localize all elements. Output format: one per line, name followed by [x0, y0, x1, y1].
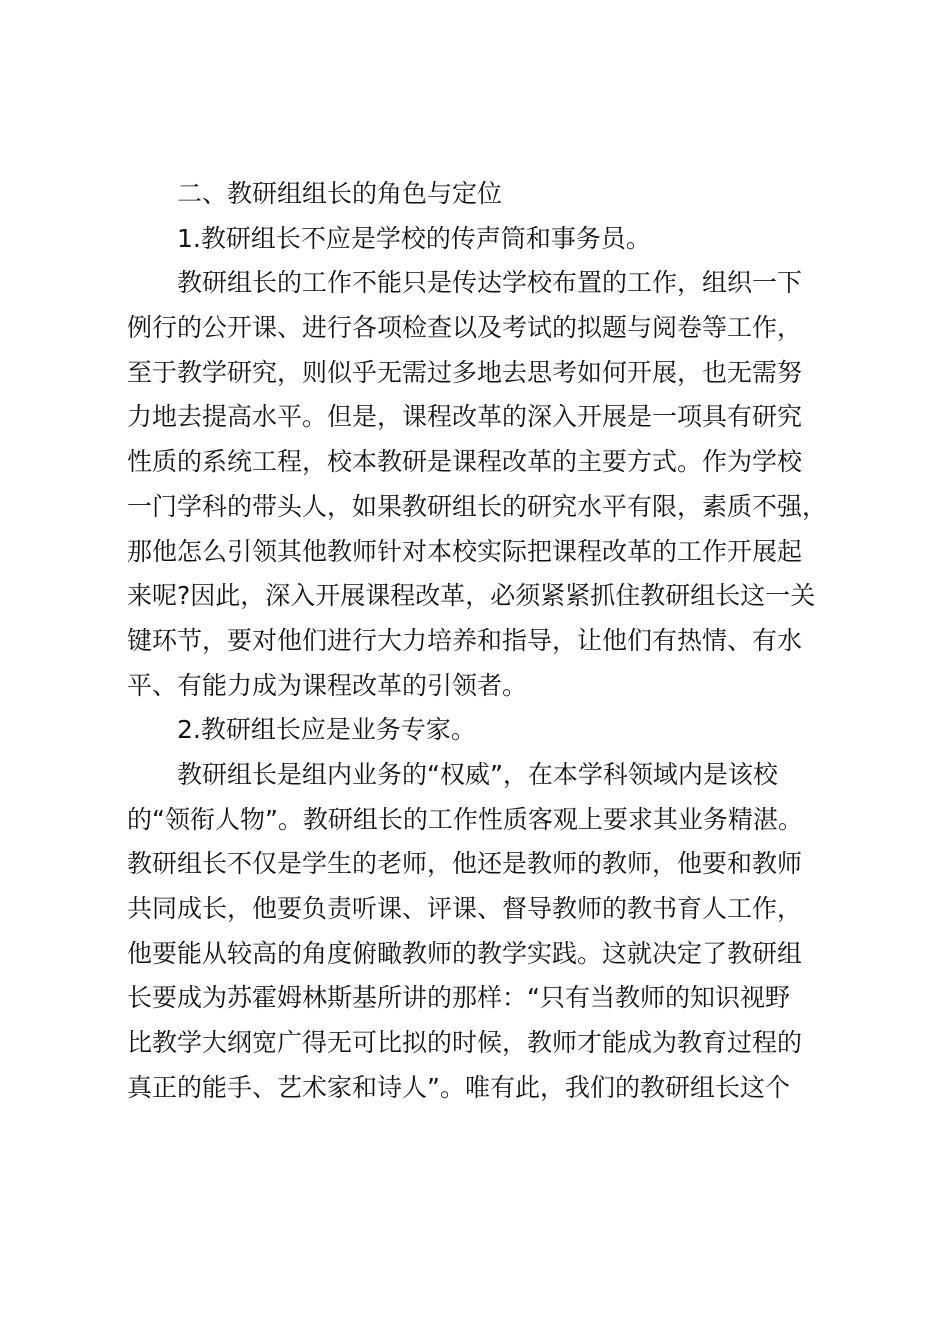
paragraph-line: 性质的系统工程，校本教研是课程改革的主要方式。作为学校: [127, 447, 803, 477]
paragraph-line: 真正的能手、艺术家和诗人”。唯有此，我们的教研组长这个: [127, 1072, 790, 1102]
section-heading: 二、教研组组长的角色与定位: [177, 179, 503, 208]
paragraph-line: 键环节，要对他们进行大力培养和指导，让他们有热情、有水: [127, 625, 803, 655]
paragraph-line: 教研组长是组内业务的“权威”，在本学科领域内是该校: [177, 759, 778, 789]
paragraph-line: 那他怎么引领其他教师针对本校实际把课程改革的工作开展起: [127, 536, 803, 566]
paragraph-line: 长要成为苏霍姆林斯基所讲的那样：“只有当教师的知识视野: [127, 983, 790, 1013]
subheading-1: 1.教研组长不应是学校的传声筒和事务员。: [177, 223, 651, 253]
paragraph-line: 的“领衔人物”。教研组长的工作性质客观上要求其业务精湛。: [127, 804, 803, 834]
paragraph-line: 至于教学研究，则似乎无需过多地去思考如何开展，也无需努: [127, 357, 803, 387]
paragraph-line: 力地去提高水平。但是，课程改革的深入开展是一项具有研究: [127, 402, 803, 432]
paragraph-line: 教研组长不仅是学生的老师，他还是教师的教师，他要和教师: [127, 849, 803, 879]
paragraph-line: 他要能从较高的角度俯瞰教师的教学实践。这就决定了教研组: [127, 938, 803, 968]
paragraph-line: 来呢?因此，深入开展课程改革，必须紧紧抓住教研组长这一关: [127, 581, 816, 611]
document-body: [127, 172, 839, 1110]
subheading-2: 2.教研组长应是业务专家。: [177, 715, 476, 745]
paragraph-line: 共同成长，他要负责听课、评课、督导教师的教书育人工作，: [127, 894, 803, 923]
paragraph-line: 比教学大纲宽广得无可比拟的时候，教师才能成为教育过程的: [127, 1028, 803, 1058]
paragraph-line: 例行的公开课、进行各项检查以及考试的拟题与阅卷等工作，: [127, 313, 803, 343]
paragraph-line: 一门学科的带头人，如果教研组长的研究水平有限，素质不强，: [127, 491, 828, 521]
paragraph-line: 教研组长的工作不能只是传达学校布置的工作，组织一下: [177, 268, 803, 298]
paragraph-line: 平、有能力成为课程改革的引领者。: [127, 670, 528, 700]
